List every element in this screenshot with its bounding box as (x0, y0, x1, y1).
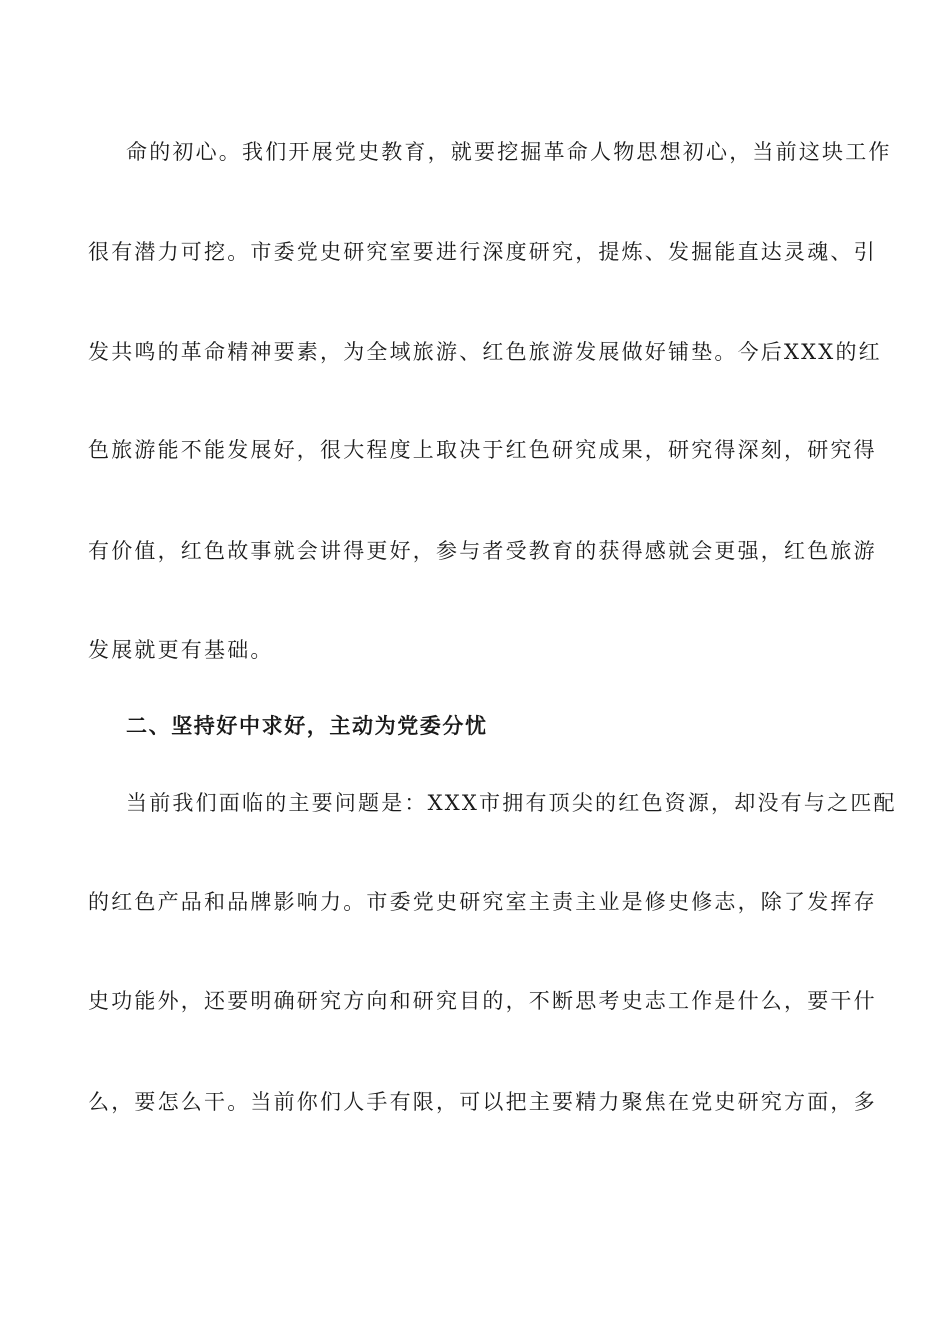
paragraph-line: 么，要怎么干。当前你们人手有限，可以把主要精力聚焦在党史研究方面，多 (88, 1090, 877, 1114)
paragraph-line: 当前我们面临的主要问题是：XXX市拥有顶尖的红色资源，却没有与之匹配 (126, 791, 897, 815)
paragraph-line: 很有潜力可挖。市委党史研究室要进行深度研究，提炼、发掘能直达灵魂、引 (88, 240, 877, 264)
paragraph-line: 有价值，红色故事就会讲得更好，参与者受教育的获得感就会更强，红色旅游 (88, 539, 877, 563)
paragraph-line: 色旅游能不能发展好，很大程度上取决于红色研究成果，研究得深刻，研究得 (88, 438, 877, 462)
section-heading: 二、坚持好中求好，主动为党委分忧 (126, 713, 488, 738)
paragraph-line: 的红色产品和品牌影响力。市委党史研究室主责主业是修史修志，除了发挥存 (88, 890, 877, 914)
paragraph-line: 发展就更有基础。 (88, 638, 274, 662)
paragraph-line: 发共鸣的革命精神要素，为全域旅游、红色旅游发展做好铺垫。今后XXX的红 (88, 340, 882, 364)
paragraph-line: 史功能外，还要明确研究方向和研究目的，不断思考史志工作是什么，要干什 (88, 989, 877, 1013)
paragraph-line: 命的初心。我们开展党史教育，就要挖掘革命人物思想初心，当前这块工作 (126, 140, 892, 164)
